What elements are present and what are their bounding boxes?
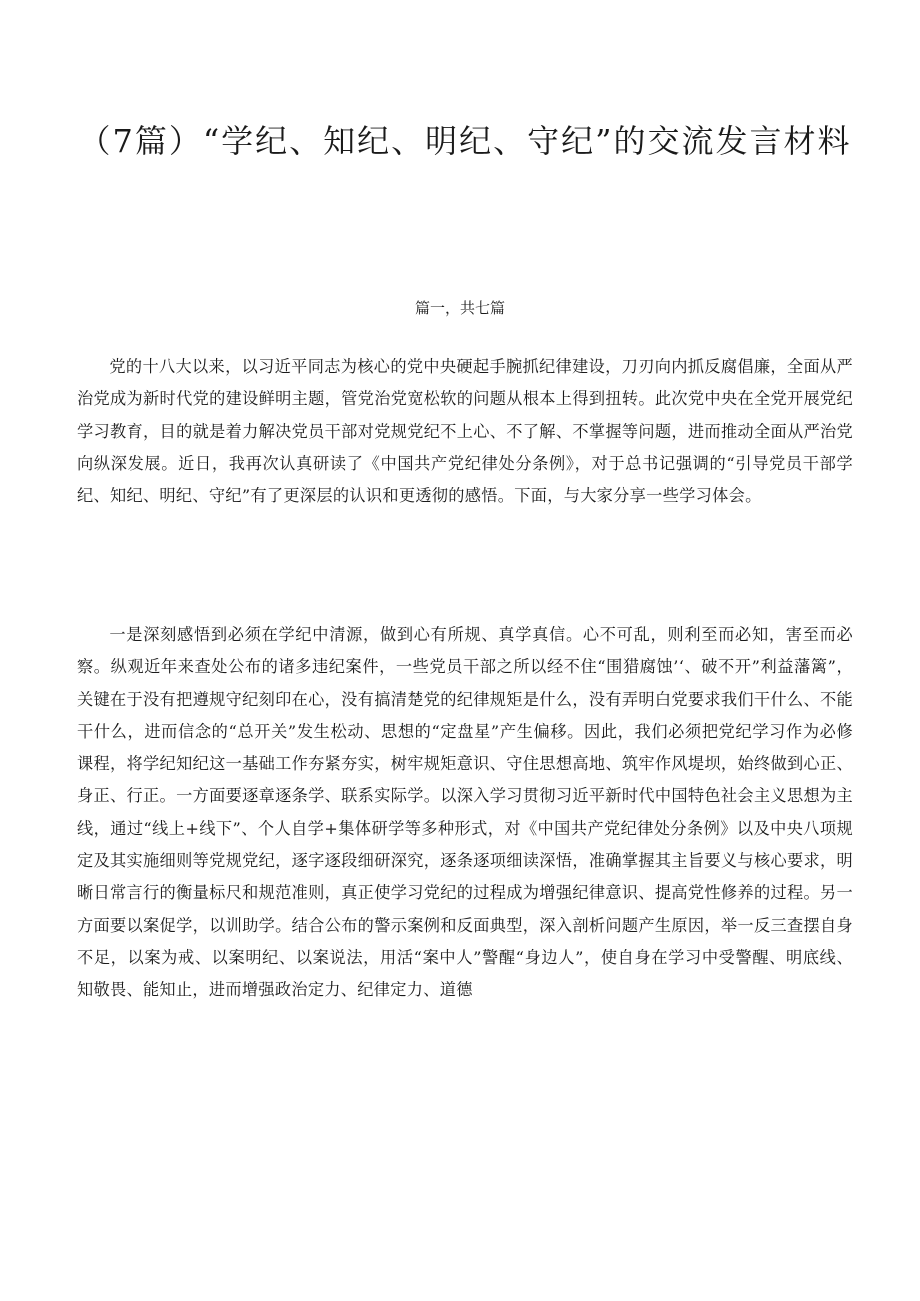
document-title: （7篇）“学纪、知纪、明纪、守纪”的交流发言材料 [78, 122, 852, 160]
body-paragraph: 党的十八大以来，以习近平同志为核心的党中央硬起手腕抓纪律建设，刀刃向内抓反腐倡廉，全面从严治党成为新时代党的建设鲜明主题，管党治党宽松软的问题从根本上得到扭转。此次党中央在全党开展党纪学习教育，目的就是着力解决党员干部对党规党纪不上心、不了解、不掌握等问题，进而推动全面从严治党向纵深发展。近日，我再次认真研读了《中国共产党纪律处分条例》，对于总书记强调的“引导党员干部学纪、知纪、明纪、守纪”有了更深层的认识和更透彻的感悟。下面，与大家分享一些学习体会。 [77, 357, 853, 506]
section-subtitle: 篇一，共七篇 [414, 299, 505, 317]
body-paragraph: 一是深刻感悟到必须在学纪中清源，做到心有所规、真学真信。心不可乱，则利至而必知，害至而必察。纵观近年来查处公布的诸多违纪案件，一些党员干部之所以经不住“围猎腐蚀’‘、破不开”利益藩篱”，关键在于没有把遵规守纪刻印在心，没有搞清楚党的纪律规矩是什么，没有弄明白党要求我们干什么、不能干什么，进而信念的“总开关”发生松动、思想的“定盘星”产生偏移。因此，我们必须把党纪学习作为必修课程，将学纪知纪这一基础工作夯紧夯实，树牢规矩意识、守住思想高地、筑牢作风堤坝，始终做到心正、身正、行正。一方面要逐章逐条学、联系实际学。以深入学习贯彻习近平新时代中国特色社会主义思想为主线，通过“线上+线下”、个人自学+集体研学等多种形式，对《中国共产党纪律处分条例》以及中央八项规定及其实施细则等党规党纪，逐字逐段细研深究，逐条逐项细读深悟，准确掌握其主旨要义与核心要求，明晰日常言行的衡量标尺和规范准则，真正使学习党纪的过程成为增强纪律意识、提高党性修养的过程。另一方面要以案促学，以训助学。结合公布的警示案例和反面典型，深入剖析问题产生原因，举一反三查摆自身不足，以案为戒、以案明纪、以案说法，用活“案中人”警醒“身边人”，使自身在学习中受警醒、明底线、知敬畏、能知止，进而增强政治定力、纪律定力、道德 [77, 625, 853, 1000]
